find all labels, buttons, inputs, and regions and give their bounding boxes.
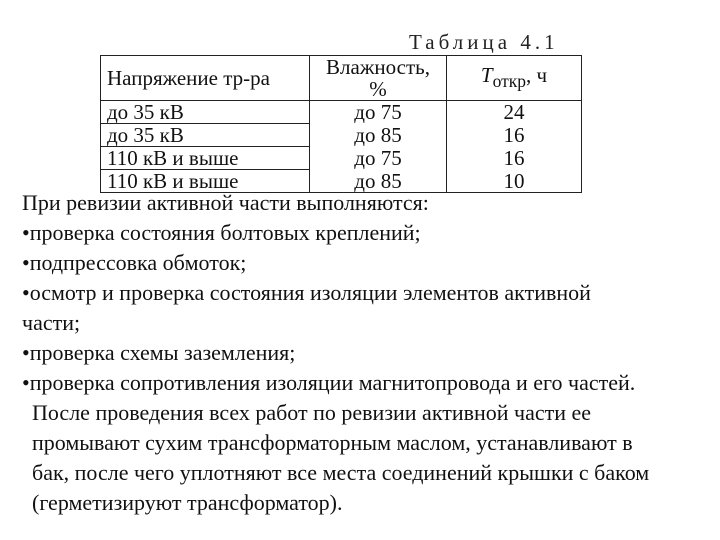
- header-humidity: Влажность, %: [310, 56, 447, 101]
- cell-time: 10: [447, 170, 582, 193]
- table-row: [101, 101, 582, 124]
- header-time-subscript: откр: [492, 71, 527, 92]
- header-time: [447, 56, 582, 101]
- cell-voltage: 110 кВ и выше: [101, 147, 310, 170]
- table-row: [101, 124, 582, 147]
- paragraph-line: После проведения всех работ по ревизии активной части ее: [32, 400, 592, 425]
- cell-humidity: до 85: [310, 170, 447, 193]
- cell-voltage: до 35 кВ: [101, 124, 310, 147]
- list-item: •проверка состояния болтовых креплений;: [22, 220, 421, 245]
- header-voltage: Напряжение тр-ра: [101, 56, 310, 101]
- list-item: •подпрессовка обмоток;: [22, 250, 247, 275]
- header-time-symbol: T: [480, 62, 493, 87]
- cell-humidity: до 75: [310, 101, 447, 124]
- inspection-list: [22, 188, 712, 398]
- closing-paragraph: [32, 398, 712, 518]
- list-item: части;: [22, 310, 81, 335]
- humidity-table: [100, 55, 582, 193]
- cell-humidity: до 75: [310, 147, 447, 170]
- table-header-row: [101, 56, 582, 101]
- list-item: •проверка схемы заземления;: [22, 340, 296, 365]
- cell-time: 24: [447, 101, 582, 124]
- cell-time: 16: [447, 147, 582, 170]
- list-intro: При ревизии активной части выполняются:: [22, 190, 429, 215]
- table-caption: Таблица 4.1: [409, 30, 559, 54]
- table-row: [101, 147, 582, 170]
- cell-voltage: до 35 кВ: [101, 101, 310, 124]
- paragraph-line: бак, после чего уплотняют все места соединений крышки с баком: [32, 460, 650, 485]
- paragraph-line: промывают сухим трансформаторным маслом, устанавливают в: [32, 430, 633, 455]
- cell-voltage: 110 кВ и выше: [101, 170, 310, 193]
- header-time-unit: , ч: [526, 62, 548, 87]
- list-item: •проверка сопротивления изоляции магнитопровода и его частей.: [22, 370, 636, 395]
- cell-time: 16: [447, 124, 582, 147]
- list-item: •осмотр и проверка состояния изоляции элементов активной: [22, 280, 591, 305]
- cell-humidity: до 85: [310, 124, 447, 147]
- paragraph-line: (герметизируют трансформатор).: [32, 490, 343, 515]
